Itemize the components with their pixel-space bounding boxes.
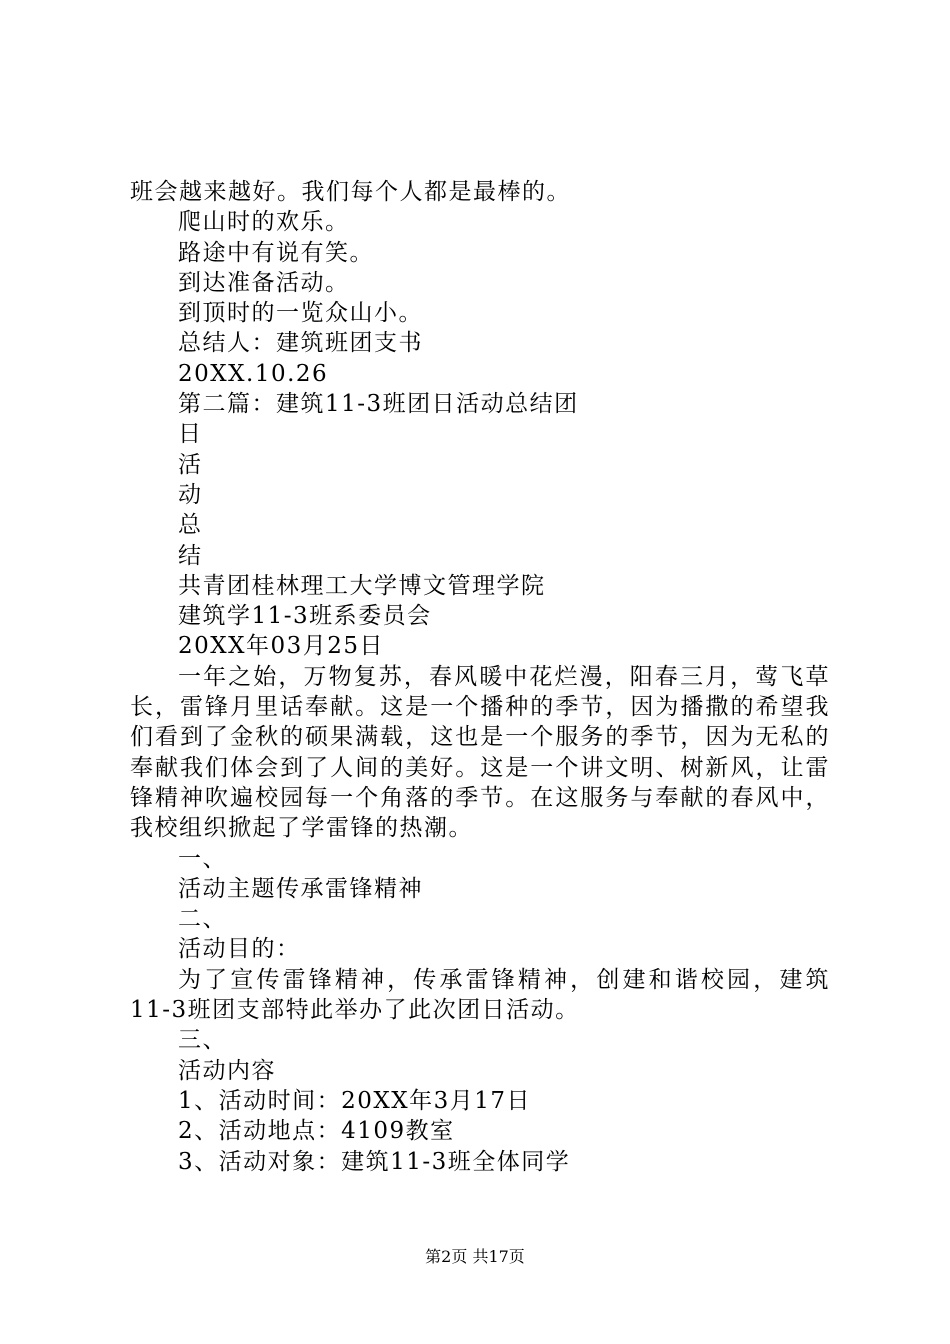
text-line: 结: [178, 542, 203, 569]
list-item: 3、活动对象：建筑11-3班全体同学: [178, 1148, 571, 1175]
text-line: 日: [178, 421, 203, 448]
section-number: 一、: [178, 845, 227, 872]
text-line: 动: [178, 481, 203, 508]
page-footer: 第2页 共17页: [425, 1247, 525, 1266]
text-line: 到顶时的一览众山小。: [178, 300, 423, 327]
date-line: 20XX.10.26: [178, 360, 329, 387]
list-item: 1、活动时间：20XX年3月17日: [178, 1087, 532, 1114]
text-line: 班会越来越好。我们每个人都是最棒的。: [130, 179, 571, 205]
section-number: 二、: [178, 906, 227, 933]
section-title: 第二篇：建筑11-3班团日活动总结团: [178, 391, 579, 418]
text-line: 爬山时的欢乐。: [178, 209, 350, 236]
committee-line: 建筑学11-3班系委员会: [178, 603, 432, 630]
text-line: 路途中有说有笑。: [178, 239, 374, 266]
text-line: 到达准备活动。: [178, 269, 350, 296]
text-line: 总: [178, 512, 203, 539]
intro-paragraph: 一年之始，万物复苏，春风暖中花烂漫，阳春三月，莺飞草长，雷锋月里话奉献。这是一个播种的季节，因为播撒的希望我们看到了金秋的硕果满载，这也是一个服务的季节，因为无私的奉献我们体会到了人间的美好。这是一个讲文明、树新风，让雷锋精神吹遍校园每一个角落的季节。在这服务与奉献的春风中，我校组织掀起了学雷锋的热潮。: [130, 663, 830, 842]
list-item: 2、活动地点：4109教室: [178, 1118, 455, 1145]
section-heading: 活动主题传承雷锋精神: [178, 875, 423, 902]
document-body: [130, 177, 830, 1177]
section-number: 三、: [178, 1027, 227, 1054]
author-line: 总结人：建筑班团支书: [178, 330, 423, 357]
section-heading: 活动内容: [178, 1057, 276, 1084]
organization-line: 共青团桂林理工大学博文管理学院: [178, 572, 546, 599]
text-line: 活: [178, 451, 203, 478]
section-heading: 活动目的：: [178, 936, 301, 963]
date-line: 20XX年03月25日: [178, 633, 385, 660]
purpose-paragraph: 为了宣传雷锋精神，传承雷锋精神，创建和谐校园，建筑11-3班团支部特此举办了此次团日活动。: [130, 966, 830, 1024]
